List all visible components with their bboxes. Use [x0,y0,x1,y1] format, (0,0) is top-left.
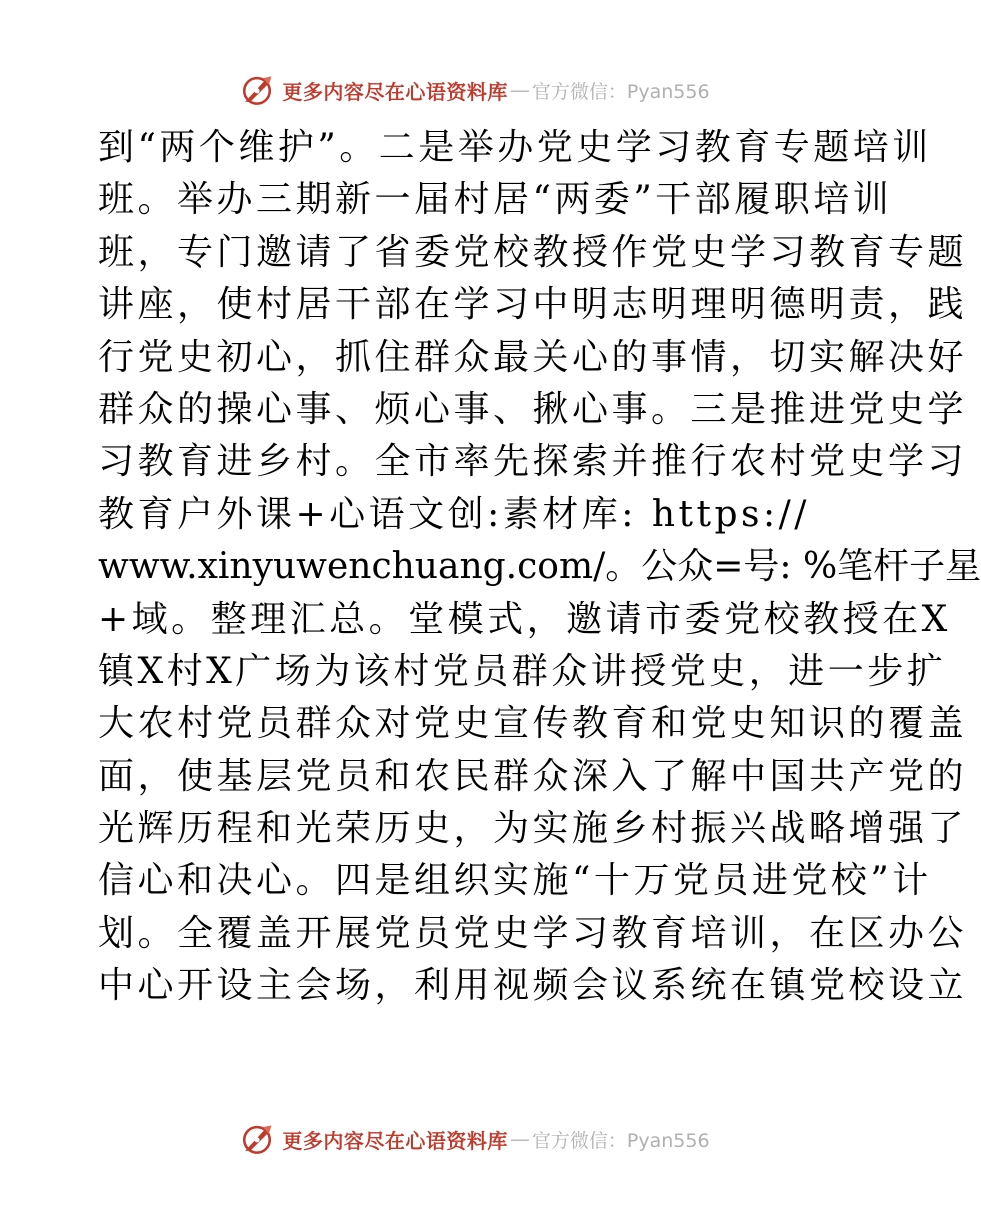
banner-wechat: 官方微信：Pyan556 [531,1129,710,1152]
text-line-3: 班，专门邀请了省委党校教授作党史学习教育专题 [98,231,968,273]
banner-slogan: 更多内容尽在心语资料库 [282,79,508,104]
text-line-9: www.xinyuwenchuang.com/。公众=号: %笔杆子星 [98,546,981,588]
text-line-6: 群众的操心事、烦心事、揪心事。三是推进党史学 [98,388,968,430]
text-line-5: 行党史初心，抓住群众最关心的事情，切实解决好 [98,336,968,378]
text-line-15: 信心和决心。四是组织实施“十万党员进党校”计 [98,860,932,902]
quill-pen-logo-icon [240,1122,274,1156]
banner-dash: — [509,78,530,102]
text-line-1: 到“两个维护”。二是举办党史学习教育专题培训 [98,127,932,168]
text-line-13: 面，使基层党员和农民群众深入了解中国共产党的 [98,755,968,797]
footer-banner [0,1119,950,1159]
banner-wechat: 官方微信：Pyan556 [531,80,710,103]
text-line-12: 大农村党员群众对党史宣传教育和党史知识的覆盖 [98,703,968,745]
text-line-16: 划。全覆盖开展党员党史学习教育培训，在区办公 [98,912,968,954]
text-line-2: 班。举办三期新一届村居“两委”干部履职培训 [98,179,893,221]
text-line-11: 镇X村X广场为该村党员群众讲授党史，进一步扩 [98,650,947,692]
banner-dash: — [509,1127,530,1151]
text-line-17: 中心开设主会场，利用视频会议系统在镇党校设立 [98,965,968,1007]
text-line-8: 教育户外课+心语文创:素材库: https:// [98,493,810,535]
banner-slogan: 更多内容尽在心语资料库 [282,1128,508,1153]
text-line-14: 光辉历程和光荣历史，为实施乡村振兴战略增强了 [98,808,968,850]
text-line-4: 讲座，使村居干部在学习中明志明理明德明责，践 [98,284,968,326]
quill-pen-logo-icon [240,73,274,107]
document-body [98,122,981,1013]
text-line-10: +域。整理汇总。堂模式，邀请市委党校教授在X [98,598,951,640]
header-banner [0,70,950,110]
text-line-7: 习教育进乡村。全市率先探索并推行农村党史学习 [98,441,968,483]
